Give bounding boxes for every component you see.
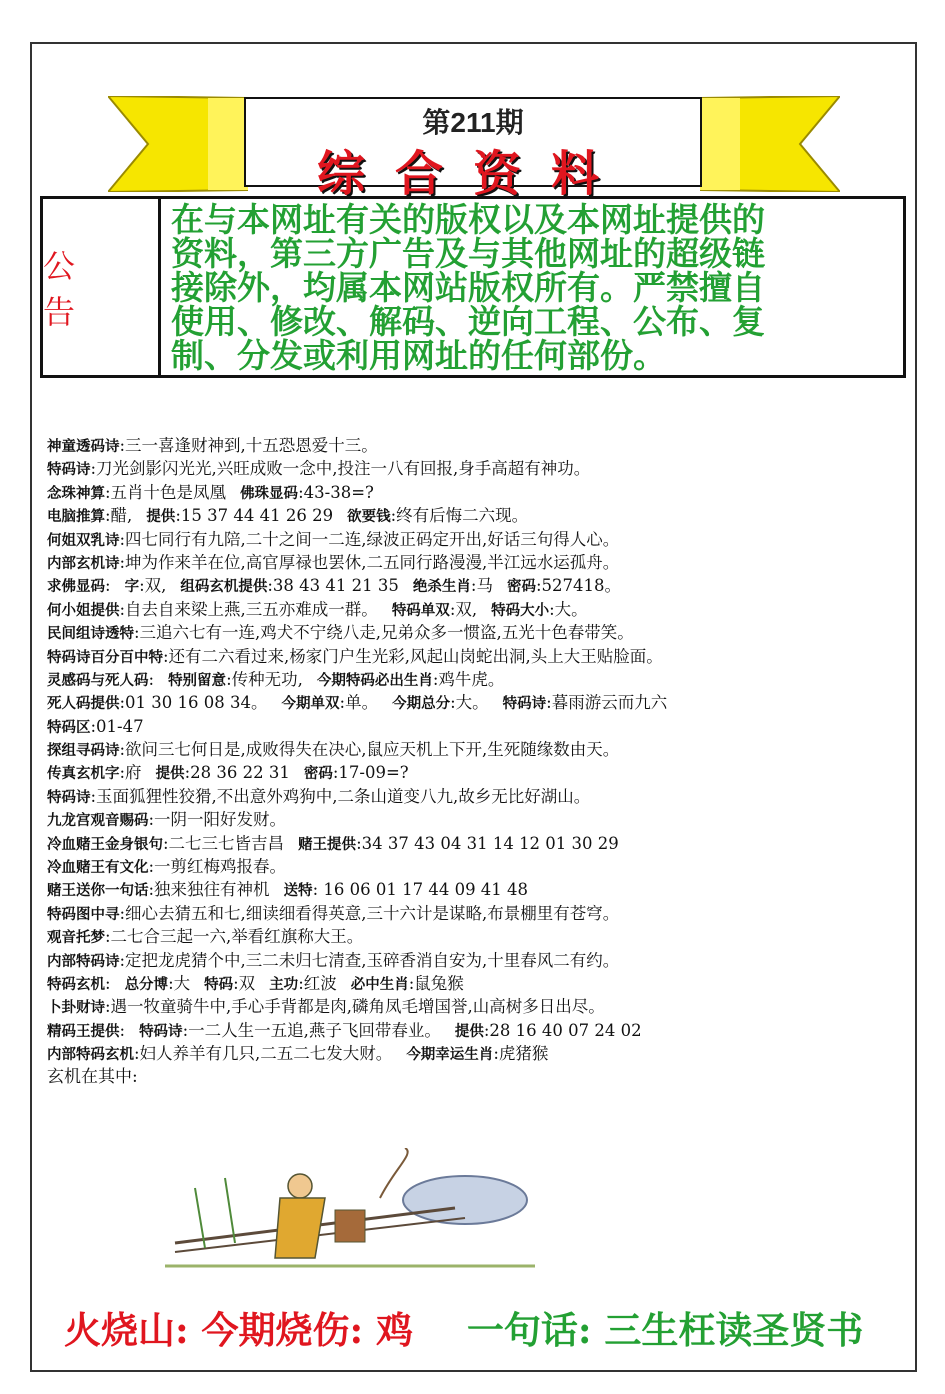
line-key: 特码诗	[502, 696, 547, 713]
line-value: :双,	[449, 599, 478, 619]
info-line	[47, 504, 907, 527]
line-value: :三追六七有一连,鸡犬不宁绕八走,兄弟众多一惯盗,五光十色春带笑。	[134, 623, 634, 643]
line-key: 组码玄机提供	[180, 579, 268, 596]
line-key: 传真玄机字	[47, 766, 120, 783]
line-value: :遇一牧童骑牛中,手心手背都是肉,磷角凤毛增国誉,山高树多日出尽。	[105, 997, 605, 1017]
line-value: :二七三七皆吉昌	[163, 833, 285, 853]
info-line	[47, 574, 907, 597]
line-value: :一剪红梅鸡报春。	[148, 857, 287, 877]
info-line	[47, 808, 907, 831]
line-value: :	[148, 669, 155, 689]
line-value: :马	[470, 576, 493, 596]
line-key: 九龙宫观音赐码	[47, 813, 149, 830]
footer-fire: 火烧山: 今期烧伤: 鸡	[64, 1308, 414, 1352]
line-key: 密码	[303, 766, 333, 783]
notice-line: 在与本网址有关的版权以及本网址提供的	[171, 200, 765, 239]
line-key: 精码王提供	[47, 1023, 120, 1040]
line-key: 必中生肖	[350, 976, 409, 993]
line-key: 电脑推算	[47, 509, 105, 526]
line-key: 提供	[146, 509, 176, 526]
scholar-illustration	[165, 1148, 535, 1278]
info-line	[47, 528, 907, 551]
notice-line: 资料，第三方广告及与其他网址的超级链	[171, 234, 765, 273]
line-value: :玉面狐狸性狡猾,不出意外鸡狗中,二条山道变八九,故乡无比好湖山。	[90, 786, 591, 806]
info-line	[47, 434, 907, 457]
line-key: 特码	[204, 976, 234, 993]
info-line	[47, 785, 907, 808]
info-line	[47, 761, 907, 784]
footer-banner	[64, 1300, 894, 1354]
line-key: 赌王送你一句话	[47, 883, 149, 900]
hidden-caption: 玄机在其中:	[47, 1066, 138, 1087]
line-key: 今期单双	[281, 696, 340, 713]
line-key: 神童透码诗	[47, 439, 120, 455]
line-value: : 16 06 01 17 44 09 41 48	[312, 880, 529, 900]
line-key: 观音托梦	[47, 930, 105, 947]
line-value: :	[119, 1020, 126, 1040]
line-key: 民间组诗透特	[47, 626, 134, 643]
info-line	[47, 738, 907, 761]
line-key: 内部玄机诗	[47, 555, 120, 572]
info-line	[47, 925, 907, 948]
line-key: 卜卦财诗	[47, 1000, 105, 1017]
line-key: 主功	[269, 976, 299, 993]
notice-box	[40, 196, 906, 378]
info-line	[47, 715, 907, 738]
line-key: 特码诗	[47, 789, 91, 806]
info-line	[47, 1042, 907, 1065]
line-value: :38 43 41 21 35	[267, 576, 399, 596]
line-value: :细心去猜五和七,细读细看得英意,三十六计是谋略,布景棚里有苍穹。	[119, 903, 620, 923]
line-key: 特码图中寻	[47, 906, 120, 923]
line-value: :01 30 16 08 34。	[119, 693, 268, 713]
line-key: 冷血赌王金身银句	[47, 836, 163, 853]
line-value: :一二人生一五追,燕子飞回带春业。	[182, 1020, 441, 1040]
line-key: 何姐双乳诗	[47, 532, 120, 549]
line-key: 密码	[506, 579, 536, 596]
line-value: :单。	[339, 693, 379, 713]
line-key: 字	[124, 579, 140, 596]
line-value: :暮雨游云而九六	[546, 693, 668, 713]
line-key: 念珠神算	[47, 485, 105, 502]
line-value: :坤为作来羊在位,高官厚禄也罢休,二五同行路漫漫,半江远水运孤舟。	[119, 552, 620, 572]
line-key: 特码诗	[47, 462, 91, 479]
line-value: :虎猪猴	[493, 1044, 549, 1064]
line-key: 探组寻码诗	[47, 743, 120, 760]
line-value: :527418。	[535, 576, 622, 596]
line-value: :17-09=?	[332, 763, 409, 783]
info-line	[47, 645, 907, 668]
line-value: :五肖十色是凤凰	[105, 482, 227, 502]
line-key: 提供	[454, 1023, 484, 1040]
line-value: :刀光剑影闪光光,兴旺成败一念中,投注一八有回报,身手高超有神功。	[90, 459, 591, 479]
line-value: :大。	[450, 693, 489, 713]
line-value: :红波	[298, 973, 337, 993]
line-key: 冷血赌王有文化	[47, 860, 149, 877]
info-line	[47, 878, 907, 901]
line-value: :双,	[139, 576, 167, 596]
footer-saying: 一句话: 三生枉读圣贤书	[466, 1308, 864, 1352]
info-line	[47, 481, 907, 504]
info-line	[47, 457, 907, 480]
info-line	[47, 972, 907, 995]
info-line	[47, 598, 907, 621]
line-value: :三一喜逢财神到,十五恐恩爱十三。	[119, 436, 378, 455]
info-line	[47, 995, 907, 1018]
line-key: 赌王提供	[298, 836, 357, 853]
line-value: :府	[119, 763, 142, 783]
line-value: :大。	[549, 599, 588, 619]
line-value: :鼠兔猴	[408, 973, 464, 993]
notice-line: 接除外，均属本网站版权所有。严禁擅自	[171, 268, 765, 307]
illustration-image	[165, 1148, 535, 1278]
info-line	[47, 855, 907, 878]
line-value: :独来独往有神机	[148, 880, 270, 900]
notice-text	[171, 200, 893, 375]
line-key: 特码诗百分百中特	[47, 649, 163, 666]
notice-label: 公 告	[43, 199, 161, 375]
line-key: 特别留意	[168, 672, 227, 689]
issue-number: 第211期	[422, 107, 524, 138]
line-value: :双	[233, 973, 256, 993]
line-value: :鸡牛虎。	[432, 669, 505, 689]
info-lines	[47, 434, 907, 1089]
line-key: 送特	[283, 883, 313, 900]
line-key: 特码玄机	[47, 976, 105, 993]
line-value: :定把龙虎猜个中,三二未归七清查,玉碎香消自安为,十里春风二有约。	[119, 950, 620, 970]
right-ribbon	[700, 96, 840, 192]
notice-line: 使用、修改、解码、逆向工程、公布、复	[171, 302, 765, 341]
line-value: :妇人养羊有几只,二五二七发大财。	[134, 1044, 393, 1064]
line-value: :还有二六看过来,杨家门户生光彩,风起山岗蛇出洞,头上大王贴脸面。	[163, 646, 663, 666]
line-key: 绝杀生肖	[412, 579, 471, 596]
line-key: 死人码提供	[47, 696, 120, 713]
line-value: :	[105, 973, 111, 993]
info-line	[47, 621, 907, 644]
line-key: 求佛显码	[47, 579, 105, 596]
info-line	[47, 691, 907, 714]
line-key: 欲要钱	[347, 509, 391, 526]
line-key: 特码区	[47, 719, 91, 736]
info-line	[47, 551, 907, 574]
line-value: :传种无功,	[226, 669, 303, 689]
line-key: 今期总分	[392, 696, 451, 713]
line-value: :四七同行有九陪,二十之间一二连,绿波正码定开出,好话三句得人心。	[119, 529, 620, 549]
info-line	[47, 832, 907, 855]
line-key: 特码诗	[139, 1023, 183, 1040]
line-value: :二七合三起一六,举看红旗称大王。	[105, 927, 364, 947]
line-key: 何小姐提供	[47, 602, 120, 619]
line-key: 今期特码必出生肖	[316, 672, 433, 689]
main-title: 综合资料	[316, 146, 629, 202]
line-key: 特码单双	[391, 602, 450, 619]
line-value: :醋,	[105, 506, 133, 526]
notice-line: 制、分发或利用网址的任何部份。	[171, 336, 666, 375]
info-line	[47, 1019, 907, 1042]
line-value: :15 37 44 41 26 29	[175, 506, 334, 526]
line-key: 总分博	[124, 976, 169, 993]
line-value: :01-47	[90, 716, 144, 736]
line-value: :28 16 40 07 24 02	[483, 1020, 642, 1040]
line-value: :28 36 22 31	[184, 763, 290, 783]
left-ribbon	[108, 96, 248, 192]
line-value: :一阴一阳好发财。	[148, 810, 287, 830]
line-value: :	[105, 576, 111, 596]
line-value: :大	[168, 973, 191, 993]
line-key: 今期幸运生肖	[406, 1047, 494, 1064]
line-key: 内部特码玄机	[47, 1047, 134, 1064]
info-line	[47, 668, 907, 691]
line-value: :终有后悔二六现。	[390, 506, 529, 526]
line-value: :自去自来梁上燕,三五亦难成一群。	[119, 599, 378, 619]
line-key: 特码大小	[491, 602, 550, 619]
title-box	[244, 97, 702, 202]
line-key: 内部特码诗	[47, 953, 120, 970]
info-line	[47, 949, 907, 972]
line-value: :34 37 43 04 31 14 12 01 30 29	[356, 833, 619, 853]
line-value: :43-38=?	[298, 482, 374, 502]
info-line	[47, 902, 907, 925]
line-key: 提供	[155, 766, 185, 783]
line-key: 佛珠显码	[240, 485, 299, 502]
line-value: :欲问三七何日是,成败得失在决心,鼠应天机上下开,生死随缘数由天。	[119, 740, 620, 760]
line-key: 灵感码与死人码	[47, 672, 149, 689]
